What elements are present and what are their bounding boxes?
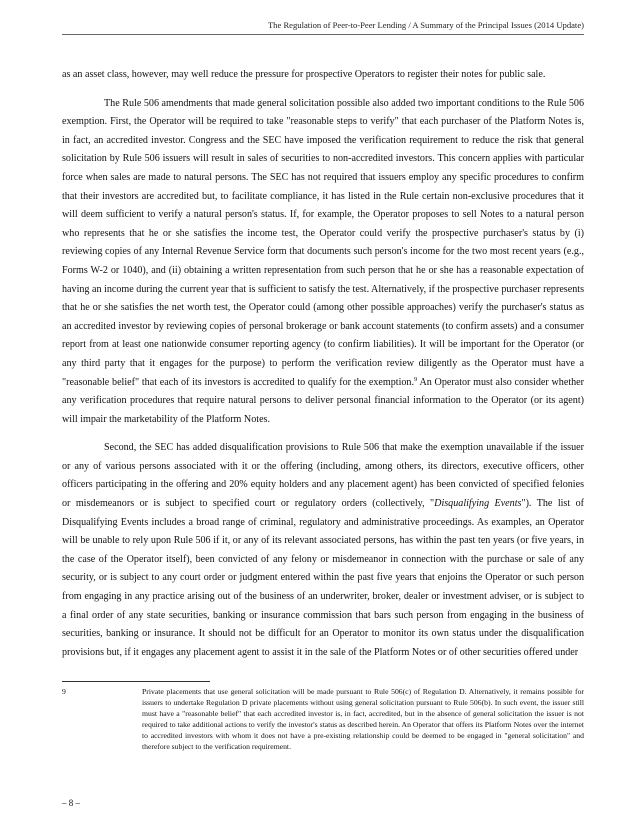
paragraph-3-text: Second, the SEC has added disqualification provisions to Rule 506 that make the exemption unavailable if the issuer or any of various persons associated with it or the offering (including, among others, its directors, executive officers, other officers participating in the offering and 20% equity holders and any placement agent) has been convicted of specified felonies or misdemeanors or is subject to specified court or regulatory orders (collectively, " <box>62 442 584 510</box>
footnote-reference[interactable]: 9 <box>414 375 418 383</box>
paragraph-3 <box>62 439 584 662</box>
paragraph-2-text-continued: An Operator must also consider whether any verification procedures that require natural persons to deliver personal financial information to the Operator (or its agent) will impair the marketability of the Platform Notes. <box>62 376 585 425</box>
paragraph-2 <box>62 95 584 430</box>
body-text <box>62 66 584 672</box>
footnote-text: Private placements that use general solicitation will be made pursuant to Rule 506(c) of Regulation D. Alternatively, it remains possible for issuers to undertake Regulation D private placements without using general solicitation pursuant to Rule 506(b). In such event, the issuer still must have a "reasonable belief" that each accredited investor is, in fact, accredited, but in the absence of general solicitation the issuer is not required to take additional actions to verify the investor's status as described herein. An Operator that offers its Platform Notes over the internet to accredited investors with whom it does not have a pre-existing relationship could be deemed to be engaged in "general solicitation" and therefore subject to the verification requirement. <box>142 687 584 751</box>
footnote <box>62 686 584 752</box>
footnote-number: 9 <box>62 687 66 696</box>
footnote-rule <box>62 681 210 682</box>
running-header: The Regulation of Peer-to-Peer Lending / A Summary of the Principal Issues (2014 Update) <box>267 20 584 30</box>
paragraph-3-text-continued: "). The list of Disqualifying Events includes a broad range of criminal, regulatory and administrative proceedings. As examples, an Operator will be unable to rely upon Rule 506 if it, or any of its relevant associated persons, has within the past ten years (or five years, in the case of the Operator itself), been convicted of any felony or misdemeanor in connection with the purchase or sale of any security, or is subject to any court order or judgment entered within the past five years that enjoins the Operator or such person from engaging in any practice arising out of the business of an underwriter, broker, dealer or investment adviser, or is subject to a final order of any state securities, banking or insurance commission that bars such person from engaging in the business of securities, banking or insurance. It should not be difficult for an Operator to monitor its own status under the disqualification provisions but, if it engages any placement agent to assist it in the sale of the Platform Notes or of other securities offered under <box>62 498 585 658</box>
page-number: – 8 – <box>62 798 80 808</box>
paragraph-2-text: The Rule 506 amendments that made general solicitation possible also added two important conditions to the Rule 506 exemption. First, the Operator will be required to take "reasonable steps to verify" that each purchaser of the Platform Notes is, in fact, an accredited investor. Congress and the SEC have imposed the verification requirement to reduce the risk that general solicitation by Rule 506 issuers will result in sales of securities to non-accredited investors. This concern applies with particular force when sales are made to natural persons. The SEC has not required that issuers employ any specific procedures to confirm that their investors are accredited but, to facilitate compliance, it has listed in the Rule certain non-exclusive procedures that it will deem sufficient to verify a natural person's status. If, for example, the Operator proposes to sell Notes to a natural person who represents that he or she satisfies the income test, the Operator could verify the prospective purchaser's status by (i) reviewing copies of any Internal Revenue Service form that documents such person's income for the two most recent years (e.g., Forms W-2 or 1040), and (ii) obtaining a written representation from such person that he or she has a reasonable expectation of having an income during the current year that is sufficient to satisfy the test. Alternatively, if the prospective purchaser represents that he or she satisfies the net worth test, the Operator could (among other possible approaches) verify the purchaser's status as an accredited investor by reviewing copies of personal brokerage or bank account statements (to confirm assets) and a consumer report from at least one nationwide consumer reporting agency (to confirm liabilities). It will be important for the Operator (or any third party that it engages for the purpose) to perform the verification review diligently as the Operator must have a "reasonable belief" that each of its investors is accredited to qualify for the exemption. <box>62 97 584 388</box>
header-rule <box>62 34 584 35</box>
defined-term: Disqualifying Events <box>434 498 522 510</box>
paragraph-1: as an asset class, however, may well reduce the pressure for prospective Operators to register their notes for public sale. <box>62 69 546 80</box>
